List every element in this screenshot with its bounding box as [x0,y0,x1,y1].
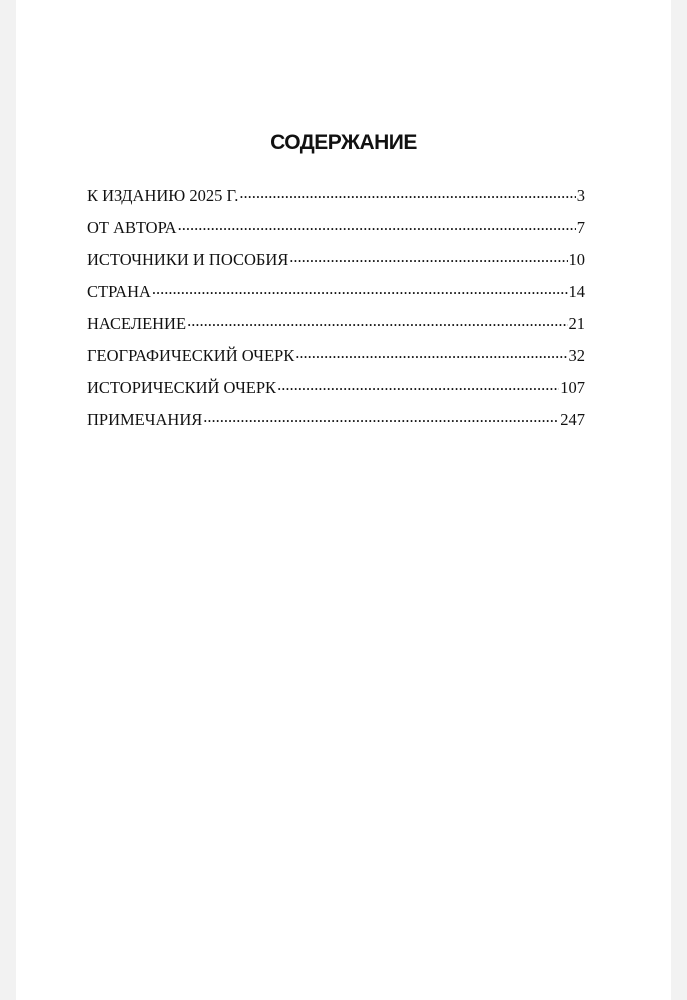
dot-leader [289,247,567,265]
dot-leader [187,311,567,329]
toc-entry-page: 14 [568,282,585,302]
toc-entry-page: 107 [560,378,585,398]
page-title: СОДЕРЖАНИЕ [270,131,417,154]
dot-leader [203,407,559,425]
toc-entry-label: ИСТОРИЧЕСКИЙ ОЧЕРК [87,378,277,398]
document-page [16,0,671,1000]
toc-entry-page: 7 [576,218,585,238]
toc-entry [87,183,585,215]
toc-entry-page: 10 [568,250,585,270]
dot-leader [277,375,559,393]
dot-leader [152,279,568,297]
toc-entry-page: 32 [568,346,585,366]
toc-entry-label: ИСТОЧНИКИ И ПОСОБИЯ [87,250,289,270]
toc-entry-page: 21 [568,314,585,334]
toc-entry [87,407,585,439]
toc-entry-page: 3 [576,186,585,206]
toc-entry-page: 247 [560,410,585,430]
toc-entry [87,279,585,311]
toc-entry [87,343,585,375]
dot-leader [295,343,567,361]
toc-entry-label: ГЕОГРАФИЧЕСКИЙ ОЧЕРК [87,346,295,366]
toc-entry [87,215,585,247]
dot-leader [178,215,576,233]
toc-entry-label: НАСЕЛЕНИЕ [87,314,187,334]
toc-entry-label: СТРАНА [87,282,151,302]
dot-leader [239,183,575,201]
toc-entry [87,375,585,407]
toc-entry [87,247,585,279]
toc-entry-label: К ИЗДАНИЮ 2025 Г. [87,186,239,206]
toc-entry-label: ОТ АВТОРА [87,218,177,238]
toc-entry-label: ПРИМЕЧАНИЯ [87,410,203,430]
toc-entry [87,311,585,343]
table-of-contents [87,183,585,439]
